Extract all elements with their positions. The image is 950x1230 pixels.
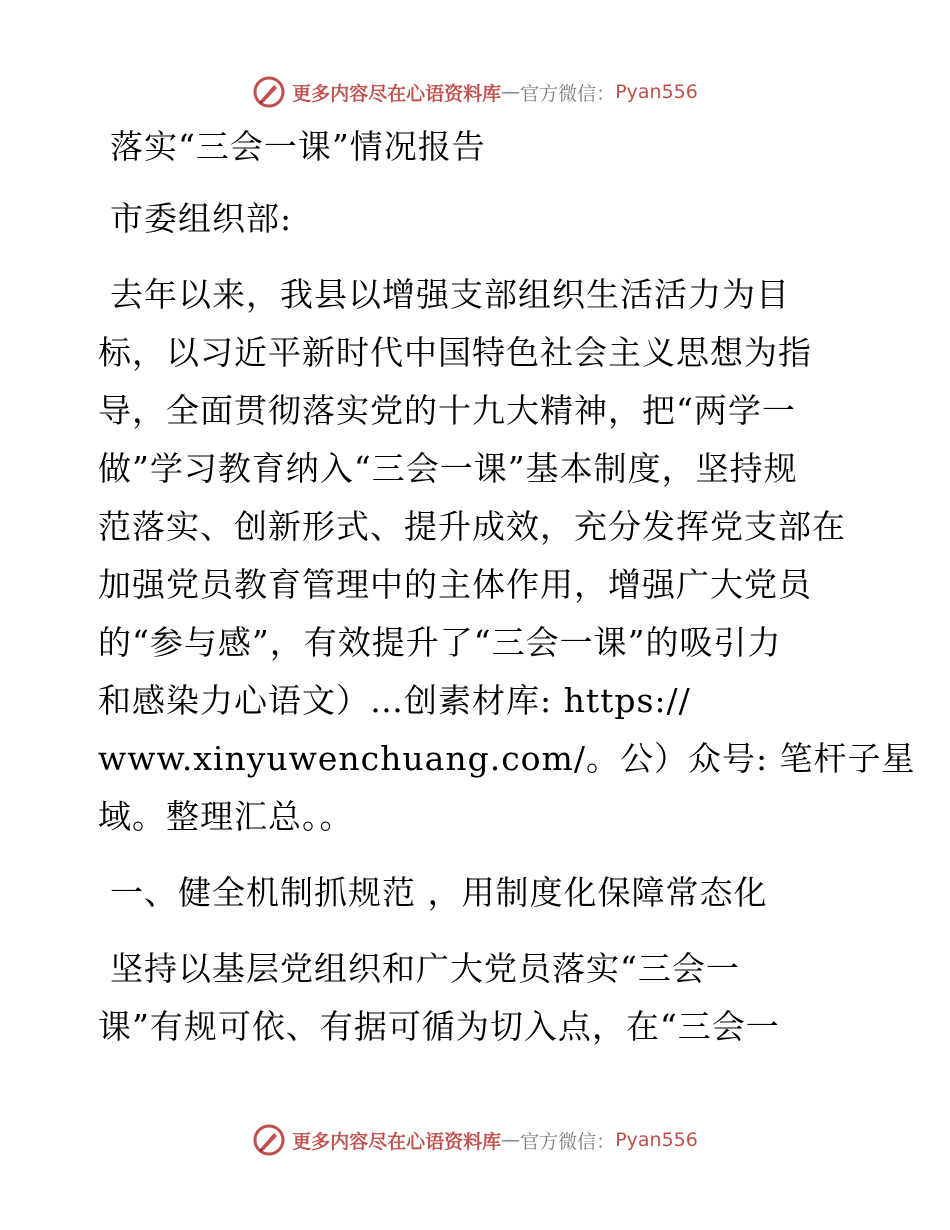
paragraph-1 — [98, 266, 916, 846]
paragraph-line: 标，以习近平新时代中国特色社会主义思想为指 — [98, 333, 812, 372]
paragraph-line: www.xinyuwenchuang.com/。公）众号: 笔杆子星 — [98, 739, 916, 778]
banner-dash: — — [501, 81, 521, 103]
paragraph-line: 去年以来，我县以增强支部组织生活活力为目 — [110, 275, 790, 314]
banner-wechat-label: 官方微信： — [520, 82, 616, 105]
paragraph-line: 坚持以基层党组织和广大党员落实“三会一 — [110, 949, 740, 988]
paragraph-line: 范落实、创新形式、提升成效，充分发挥党支部在 — [98, 507, 846, 546]
paragraph-line: 加强党员教育管理中的主体作用，增强广大党员 — [98, 565, 812, 604]
paragraph-line: 的“参与感”，有效提升了“三会一课”的吸引力 — [98, 623, 782, 662]
paragraph-line: 做”学习教育纳入“三会一课”基本制度，坚持规 — [98, 449, 798, 488]
footer-watermark-banner — [0, 1118, 950, 1162]
paragraph-line: 课”有规可依、有据可循为切入点，在“三会一 — [98, 1007, 780, 1046]
section-heading-1: 一、健全机制抓规范 ，用制度化保障常态化 — [110, 873, 768, 912]
banner-wechat-id: Pyan556 — [615, 1129, 698, 1151]
banner-main-text: 更多内容尽在心语资料库 — [292, 82, 502, 105]
banner-dash: — — [501, 1129, 521, 1151]
pen-logo-icon — [252, 75, 286, 109]
banner-wechat-id: Pyan556 — [615, 81, 698, 103]
document-title: 落实“三会一课”情况报告 — [110, 127, 486, 166]
pen-logo-icon — [252, 1123, 286, 1157]
document-body — [98, 118, 916, 1056]
banner-wechat-label: 官方微信： — [520, 1130, 616, 1153]
paragraph-2 — [98, 940, 858, 1056]
salutation: 市委组织部: — [110, 199, 293, 238]
paragraph-line: 和感染力心语文）…创素材库: https:// — [98, 681, 691, 720]
header-watermark-banner — [0, 70, 950, 114]
banner-main-text: 更多内容尽在心语资料库 — [292, 1130, 502, 1153]
paragraph-line: 导，全面贯彻落实党的十九大精神，把“两学一 — [98, 391, 796, 430]
paragraph-line: 域。整理汇总。。 — [98, 797, 354, 836]
